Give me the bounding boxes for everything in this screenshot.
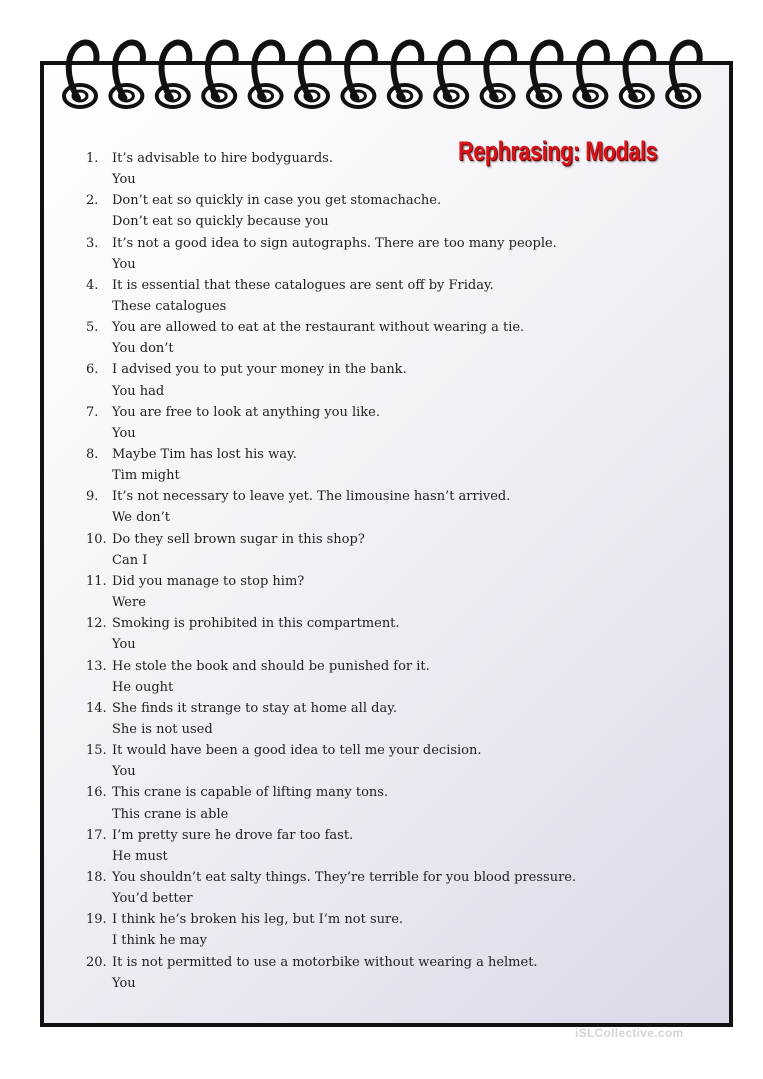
exercise-sentence: This crane is capable of lifting many tons. — [112, 785, 389, 801]
exercise-item — [86, 825, 686, 867]
answer-stem: Tim might — [112, 468, 180, 484]
exercise-sentence-line — [86, 613, 686, 634]
exercise-list — [86, 148, 686, 994]
exercise-item — [86, 740, 686, 782]
spiral-ring — [250, 43, 282, 107]
exercise-item — [86, 190, 686, 232]
exercise-sentence: You are allowed to eat at the restaurant without wearing a tie. — [112, 320, 525, 336]
exercise-item — [86, 952, 686, 994]
exercise-sentence-line — [86, 825, 686, 846]
exercise-sentence: You are free to look at anything you like. — [112, 404, 380, 420]
exercise-sentence-line — [86, 317, 686, 338]
spiral-ring — [528, 43, 560, 107]
worksheet-title: Rephrasing: Modals — [458, 136, 658, 166]
exercise-sentence: Did you manage to stop him? — [112, 573, 305, 589]
answer-stem: I think he may — [112, 933, 208, 949]
exercise-sentence: I think he’s broken his leg, but I’m not sure. — [112, 912, 404, 928]
exercise-number: 13. — [86, 658, 107, 674]
exercise-sentence-line — [86, 233, 686, 254]
spiral-ring — [110, 43, 142, 107]
exercise-sentence: He stole the book and should be punished for it. — [112, 658, 430, 674]
spiral-ring — [621, 43, 653, 107]
exercise-item — [86, 486, 686, 528]
exercise-sentence-line — [86, 909, 686, 930]
watermark: iSLCollective.com — [575, 1026, 684, 1040]
exercise-number: 2. — [86, 193, 99, 209]
exercise-sentence-line — [86, 359, 686, 380]
exercise-number: 15. — [86, 743, 107, 759]
spiral-ring — [667, 43, 699, 107]
exercise-item — [86, 233, 686, 275]
answer-stem: You — [112, 172, 136, 188]
exercise-number: 16. — [86, 785, 107, 801]
exercise-number: 6. — [86, 362, 99, 378]
exercise-number: 12. — [86, 616, 107, 632]
exercise-item — [86, 909, 686, 951]
answer-stem: You — [112, 637, 136, 653]
spiral-ring — [296, 43, 328, 107]
spiral-ring — [574, 43, 606, 107]
answer-stem: Were — [112, 595, 146, 611]
exercise-sentence-line — [86, 190, 686, 211]
exercise-number: 14. — [86, 700, 107, 716]
exercise-number: 9. — [86, 489, 99, 505]
exercise-item — [86, 402, 686, 444]
exercise-item — [86, 359, 686, 401]
exercise-sentence-line — [86, 782, 686, 803]
exercise-sentence: I’m pretty sure he drove far too fast. — [112, 827, 354, 843]
answer-stem: This crane is able — [112, 806, 229, 822]
exercise-sentence: Smoking is prohibited in this compartment. — [112, 616, 400, 632]
exercise-sentence: Do they sell brown sugar in this shop? — [112, 531, 365, 547]
spiral-binding — [0, 0, 763, 115]
exercise-sentence-line — [86, 740, 686, 761]
exercise-item — [86, 656, 686, 698]
exercise-number: 19. — [86, 912, 107, 928]
exercise-number: 4. — [86, 277, 99, 293]
exercise-number: 3. — [86, 235, 99, 251]
exercise-sentence: Don’t eat so quickly in case you get stomachache. — [112, 193, 442, 209]
exercise-number: 7. — [86, 404, 99, 420]
spiral-ring — [64, 43, 96, 107]
exercise-sentence: It is not permitted to use a motorbike without wearing a helmet. — [112, 954, 538, 970]
exercise-sentence-line — [86, 867, 686, 888]
exercise-sentence-line — [86, 148, 686, 169]
exercise-sentence: It’s not necessary to leave yet. The limousine hasn’t arrived. — [112, 489, 511, 505]
spiral-ring — [482, 43, 514, 107]
answer-stem: You — [112, 975, 136, 991]
exercise-sentence: It’s advisable to hire bodyguards. — [112, 151, 333, 166]
exercise-item — [86, 571, 686, 613]
exercise-item — [86, 698, 686, 740]
spiral-ring — [435, 43, 467, 107]
exercise-sentence-line — [86, 402, 686, 423]
answer-stem: You — [112, 764, 136, 780]
exercise-item — [86, 613, 686, 655]
exercise-number: 1. — [86, 151, 99, 166]
answer-stem: We don’t — [112, 510, 171, 526]
answer-stem: You don’t — [112, 341, 174, 357]
exercise-item — [86, 529, 686, 571]
answer-stem: You — [112, 256, 136, 272]
exercise-sentence-line — [86, 529, 686, 550]
exercise-sentence: It’s not a good idea to sign autographs. There are too many people. — [112, 235, 557, 251]
answer-stem: He ought — [112, 679, 174, 695]
answer-stem: You — [112, 425, 136, 441]
exercise-number: 17. — [86, 827, 107, 843]
exercise-sentence: Maybe Tim has lost his way. — [112, 447, 297, 463]
exercise-item — [86, 444, 686, 486]
exercise-number: 8. — [86, 447, 99, 463]
exercise-item — [86, 148, 686, 190]
answer-stem: She is not used — [112, 721, 213, 737]
answer-stem: Can I — [112, 552, 148, 568]
answer-stem: You had — [112, 383, 165, 399]
spiral-ring — [203, 43, 235, 107]
exercise-number: 10. — [86, 531, 107, 547]
exercise-number: 20. — [86, 954, 107, 970]
exercise-sentence-line — [86, 952, 686, 973]
spiral-ring — [342, 43, 374, 107]
exercise-sentence-line — [86, 571, 686, 592]
exercise-sentence-line — [86, 444, 686, 465]
exercise-sentence: I advised you to put your money in the bank. — [112, 362, 407, 378]
exercise-sentence: She finds it strange to stay at home all day. — [112, 700, 397, 716]
exercise-item — [86, 782, 686, 824]
exercise-sentence-line — [86, 275, 686, 296]
exercise-number: 5. — [86, 320, 99, 336]
exercise-item — [86, 275, 686, 317]
answer-stem: He must — [112, 848, 168, 864]
exercise-number: 11. — [86, 573, 107, 589]
exercise-sentence: It is essential that these catalogues are sent off by Friday. — [112, 277, 494, 293]
answer-stem: Don’t eat so quickly because you — [112, 214, 329, 230]
spiral-ring — [157, 43, 189, 107]
exercise-sentence: You shouldn’t eat salty things. They’re terrible for you blood pressure. — [112, 870, 577, 886]
exercise-sentence-line — [86, 698, 686, 719]
exercise-number: 18. — [86, 870, 107, 886]
exercise-item — [86, 317, 686, 359]
exercise-item — [86, 867, 686, 909]
answer-stem: You’d better — [112, 891, 193, 907]
exercise-sentence-line — [86, 656, 686, 677]
exercise-sentence-line — [86, 486, 686, 507]
exercise-sentence: It would have been a good idea to tell me your decision. — [112, 743, 482, 759]
spiral-ring — [389, 43, 421, 107]
answer-stem: These catalogues — [112, 298, 227, 314]
